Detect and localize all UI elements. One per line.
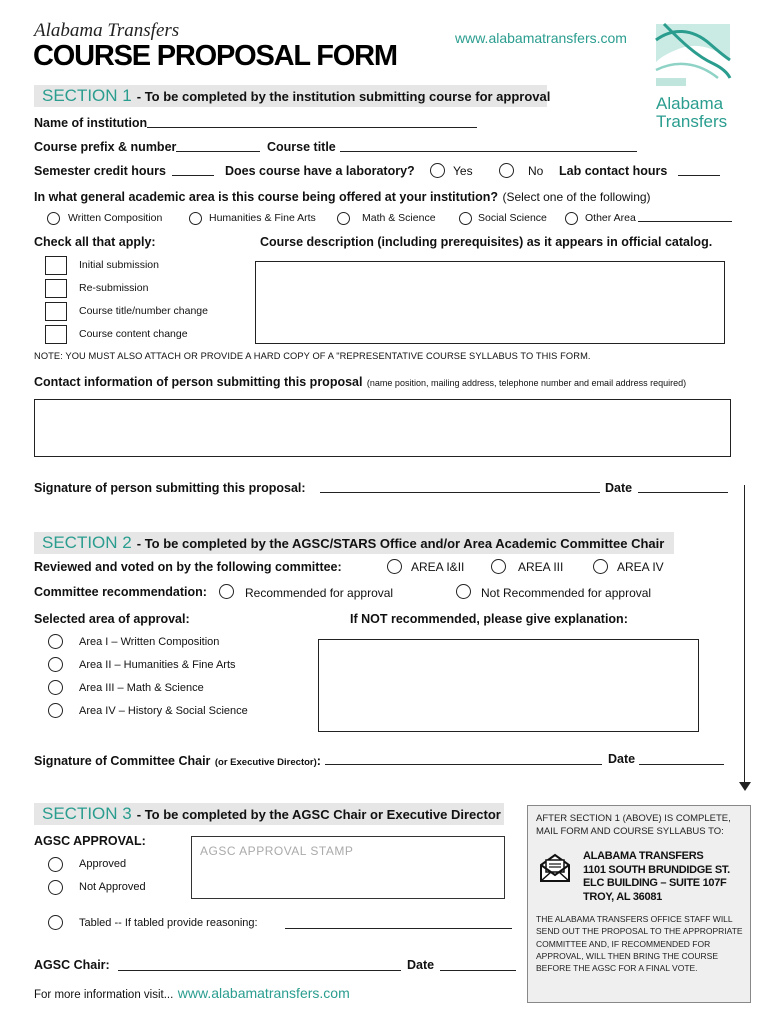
section2-header bbox=[34, 532, 674, 554]
lab-no-radio[interactable] bbox=[499, 163, 514, 178]
mail-envelope-icon bbox=[538, 852, 572, 889]
alabama-transfers-logo bbox=[652, 20, 734, 130]
laboratory-label: Does course have a laboratory? bbox=[225, 164, 415, 178]
course-description-label: Course description (including prerequisites) as it appears in official catalog. bbox=[260, 235, 713, 249]
committee-area-iii-radio[interactable] bbox=[491, 559, 506, 574]
lab-hours-label: Lab contact hours bbox=[559, 164, 668, 178]
chair-signature-heading: Signature of Committee Chair (or Executive Director): bbox=[34, 754, 321, 768]
lab-no-label: No bbox=[528, 164, 544, 178]
lab-hours-field[interactable] bbox=[678, 175, 720, 176]
submitter-date-label: Date bbox=[605, 481, 633, 495]
course-description-textarea[interactable] bbox=[255, 261, 725, 344]
area-i-radio[interactable] bbox=[48, 634, 63, 649]
address-line-4: TROY, AL 36081 bbox=[583, 890, 662, 903]
area-i-label: Area I – Written Composition bbox=[79, 636, 220, 648]
area-iii-label: Area III – Math & Science bbox=[79, 682, 204, 694]
credit-hours-field[interactable] bbox=[172, 175, 214, 176]
area-math-label: Math & Science bbox=[362, 212, 436, 224]
contact-info-hint: (name position, mailing address, telephone number and email address required) bbox=[366, 378, 687, 388]
area-social-label: Social Science bbox=[478, 212, 547, 224]
syllabus-note: NOTE: YOU MUST ALSO ATTACH OR PROVIDE A HARD COPY OF A "REPRESENTATIVE COURSE SYLLABUS TO THIS FORM. bbox=[34, 351, 591, 361]
chair-signature-hint: (or Executive Director) bbox=[214, 757, 317, 768]
area-ii-radio[interactable] bbox=[48, 657, 63, 672]
submitter-signature-field[interactable] bbox=[320, 492, 600, 493]
area-humanities-radio[interactable] bbox=[189, 212, 202, 225]
agsc-chair-label: AGSC Chair: bbox=[34, 958, 110, 972]
chair-date-label: Date bbox=[608, 752, 636, 766]
area-other-label: Other Area bbox=[585, 212, 636, 224]
not-approved-label: Not Approved bbox=[79, 881, 146, 893]
footer-website-link[interactable]: www.alabamatransfers.com bbox=[177, 985, 350, 1001]
committee-area-iv-label: AREA IV bbox=[617, 560, 664, 574]
approved-radio[interactable] bbox=[48, 857, 63, 872]
initial-submission-checkbox[interactable] bbox=[45, 256, 67, 275]
committee-recommendation-label: Committee recommendation: bbox=[34, 585, 207, 599]
chair-date-field[interactable] bbox=[639, 764, 724, 765]
area-other-radio[interactable] bbox=[565, 212, 578, 225]
mailing-instructions-box bbox=[527, 805, 751, 1003]
section1-description: - To be completed by the institution submitting course for approval bbox=[136, 88, 551, 104]
not-recommended-radio[interactable] bbox=[456, 584, 471, 599]
credit-hours-label: Semester credit hours bbox=[34, 164, 166, 178]
explanation-label: If NOT recommended, please give explanation: bbox=[350, 612, 628, 626]
section3-header bbox=[34, 803, 504, 825]
institution-label: Name of institution bbox=[34, 116, 148, 130]
content-change-label: Course content change bbox=[79, 328, 188, 340]
area-written-label: Written Composition bbox=[68, 212, 163, 224]
logo-text-line2: Transfers bbox=[656, 112, 728, 131]
agsc-date-field[interactable] bbox=[440, 970, 516, 971]
area-math-radio[interactable] bbox=[337, 212, 350, 225]
header-website-link[interactable]: www.alabamatransfers.com bbox=[455, 30, 627, 46]
area-iv-label: Area IV – History & Social Science bbox=[79, 705, 248, 717]
contact-info-label: Contact information of person submitting this proposal bbox=[34, 375, 363, 389]
tabled-radio[interactable] bbox=[48, 915, 63, 930]
agsc-chair-field[interactable] bbox=[118, 970, 401, 971]
area-social-radio[interactable] bbox=[459, 212, 472, 225]
reviewed-committee-label: Reviewed and voted on by the following committee: bbox=[34, 560, 342, 574]
mailing-header: AFTER SECTION 1 (ABOVE) IS COMPLETE, MAIL FORM AND COURSE SYLLABUS TO: bbox=[536, 813, 731, 837]
lab-yes-radio[interactable] bbox=[430, 163, 445, 178]
lab-yes-label: Yes bbox=[453, 164, 473, 178]
section2-number: SECTION 2 bbox=[42, 533, 132, 552]
section1-number: SECTION 1 bbox=[42, 86, 132, 105]
approved-label: Approved bbox=[79, 858, 127, 870]
resubmission-checkbox[interactable] bbox=[45, 279, 67, 298]
address-line-3: ELC BUILDING – SUITE 107F bbox=[583, 877, 727, 889]
initial-submission-label: Initial submission bbox=[79, 259, 159, 271]
address-line-1: ALABAMA TRANSFERS bbox=[583, 850, 704, 862]
footer-info-text: For more information visit... bbox=[34, 989, 174, 1001]
chair-signature-field[interactable] bbox=[325, 764, 602, 765]
committee-area-iv-radio[interactable] bbox=[593, 559, 608, 574]
content-change-checkbox[interactable] bbox=[45, 325, 67, 344]
flow-arrow-line bbox=[744, 485, 745, 785]
area-written-radio[interactable] bbox=[47, 212, 60, 225]
committee-area-iii-label: AREA III bbox=[518, 560, 564, 574]
not-recommended-label: Not Recommended for approval bbox=[481, 586, 652, 600]
area-other-field[interactable] bbox=[638, 221, 732, 222]
brand-name: Alabama Transfers bbox=[34, 20, 180, 41]
agsc-approval-label: AGSC APPROVAL: bbox=[34, 834, 146, 848]
section2-description: - To be completed by the AGSC/STARS Office and/or Area Academic Committee Chair bbox=[136, 535, 665, 551]
section1-header bbox=[34, 85, 551, 107]
submitter-signature-label: Signature of person submitting this proposal: bbox=[34, 481, 306, 495]
submitter-date-field[interactable] bbox=[638, 492, 728, 493]
contact-info-heading bbox=[34, 373, 686, 391]
course-title-field[interactable] bbox=[340, 151, 637, 152]
title-change-checkbox[interactable] bbox=[45, 302, 67, 321]
selected-area-label: Selected area of approval: bbox=[34, 612, 190, 626]
area-ii-label: Area II – Humanities & Fine Arts bbox=[79, 659, 236, 671]
resubmission-label: Re-submission bbox=[79, 282, 149, 294]
course-title-label: Course title bbox=[267, 140, 336, 154]
academic-area-hint: (Select one of the following) bbox=[502, 190, 651, 204]
logo-text-line1: Alabama bbox=[656, 94, 724, 113]
flow-arrow-down-icon bbox=[739, 782, 751, 791]
check-all-label: Check all that apply: bbox=[34, 235, 156, 249]
institution-field[interactable] bbox=[147, 127, 477, 128]
tabled-label: Tabled -- If tabled provide reasoning: bbox=[79, 917, 258, 929]
page-title: COURSE PROPOSAL FORM bbox=[33, 40, 397, 72]
academic-area-question-text: In what general academic area is this course being offered at your institution? bbox=[34, 190, 498, 204]
contact-info-textarea[interactable] bbox=[34, 399, 731, 457]
mailing-footer: THE ALABAMA TRANSFERS OFFICE STAFF WILL SEND OUT THE PROPOSAL TO THE APPROPRIATE COMMITTEE AND, IF RECOMMENDED FOR APPROVAL, WILL THEN BRING THE COURSE BEFORE THE AGSC FOR A FINAL VOTE. bbox=[536, 914, 743, 974]
recommended-radio[interactable] bbox=[219, 584, 234, 599]
tabled-reason-field[interactable] bbox=[285, 928, 512, 929]
course-prefix-field[interactable] bbox=[176, 151, 260, 152]
area-iv-radio[interactable] bbox=[48, 703, 63, 718]
explanation-textarea[interactable] bbox=[318, 639, 699, 732]
section3-number: SECTION 3 bbox=[42, 804, 132, 823]
mailing-address bbox=[583, 850, 730, 904]
course-prefix-label: Course prefix & number bbox=[34, 140, 177, 154]
area-humanities-label: Humanities & Fine Arts bbox=[209, 212, 316, 224]
title-change-label: Course title/number change bbox=[79, 305, 208, 317]
logo-wave-icon bbox=[652, 20, 734, 90]
agsc-date-label: Date bbox=[407, 958, 435, 972]
committee-area-i-ii-radio[interactable] bbox=[387, 559, 402, 574]
chair-signature-label: Signature of Committee Chair bbox=[34, 754, 211, 768]
area-iii-radio[interactable] bbox=[48, 680, 63, 695]
footer-info bbox=[34, 985, 350, 1003]
committee-area-i-ii-label: AREA I&II bbox=[411, 560, 465, 574]
approval-stamp-placeholder: AGSC APPROVAL STAMP bbox=[200, 844, 354, 858]
recommended-label: Recommended for approval bbox=[245, 586, 394, 600]
section3-description: - To be completed by the AGSC Chair or Executive Director bbox=[136, 806, 501, 822]
address-line-2: 1101 SOUTH BRUNDIDGE ST. bbox=[583, 863, 730, 876]
not-approved-radio[interactable] bbox=[48, 880, 63, 895]
academic-area-question bbox=[34, 188, 651, 206]
approval-stamp-box bbox=[191, 836, 505, 899]
